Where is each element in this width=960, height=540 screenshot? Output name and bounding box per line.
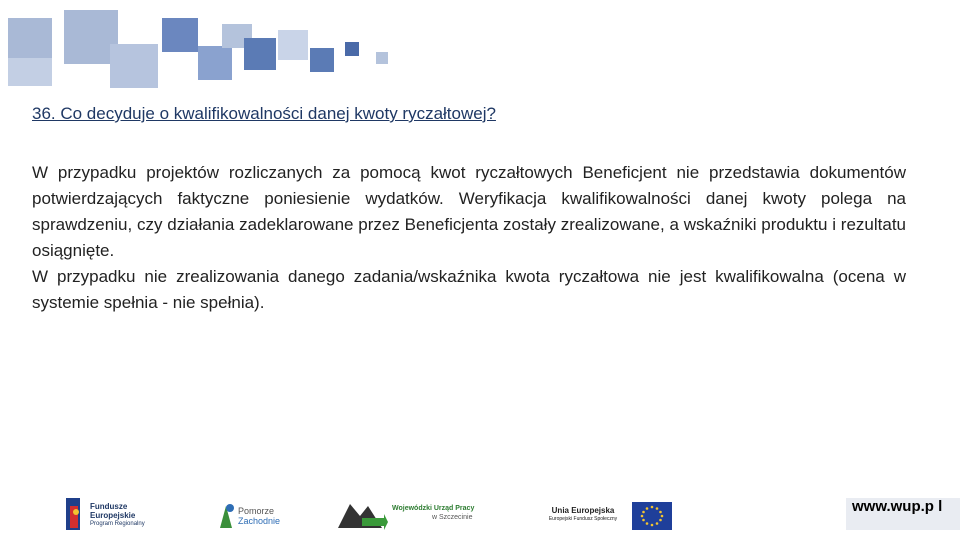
logo-text: Wojewódzki Urząd Pracy xyxy=(392,505,475,512)
logo-text: Zachodnie xyxy=(238,516,281,526)
logo-text: Europejski Fundusz Społeczny xyxy=(548,516,618,522)
deco-square xyxy=(162,18,198,52)
wup-emblem-icon xyxy=(338,500,388,530)
logo-text: Unia Europejska xyxy=(551,506,615,515)
logo-text: Program Regionalny xyxy=(90,521,145,527)
deco-square xyxy=(345,42,359,56)
deco-square xyxy=(8,18,52,62)
logo-text: Europejskie xyxy=(90,511,136,520)
deco-square xyxy=(310,48,334,72)
deco-square xyxy=(244,38,276,70)
paragraph: W przypadku projektów rozliczanych za pomocą kwot ryczałtowych Beneficjent nie przedstawia dokumentów potwierdzających faktyczne poniesienie wydatków. Weryfikacja kwalifikowalności danej kwoty polega na sprawdzeniu, czy działania zadeklarowane przez Beneficjenta zostały zrealizowane, a wskaźniki produktu i rezultatu osiągnięte. xyxy=(32,163,906,260)
deco-square xyxy=(376,52,388,64)
logo-text: Fundusze xyxy=(90,502,128,511)
logo-text: Pomorze xyxy=(238,506,275,516)
deco-square xyxy=(198,46,232,80)
wup-logo xyxy=(338,496,488,534)
eu-flag-icon xyxy=(632,502,672,530)
fe-emblem-icon xyxy=(66,498,86,530)
fundusze-europejskie-logo xyxy=(66,496,156,534)
pomorze-zachodnie-logo xyxy=(216,496,286,534)
answer-text xyxy=(32,160,906,316)
paragraph: W przypadku nie zrealizowania danego zadania/wskaźnika kwota ryczałtowa nie jest kwalifikowalna (ocena w systemie spełnia - nie spełnia). xyxy=(32,267,906,312)
deco-square xyxy=(110,44,158,88)
website-link[interactable]: www.wup.p l xyxy=(852,498,943,515)
unia-europejska-logo xyxy=(540,496,676,534)
page-title: 36. Co decyduje o kwalifikowalności danej kwoty ryczałtowej? xyxy=(32,104,496,123)
pomorze-emblem-icon xyxy=(216,500,236,530)
logo-text: w Szczecinie xyxy=(432,514,473,521)
deco-square xyxy=(278,30,308,60)
deco-square xyxy=(8,58,52,86)
